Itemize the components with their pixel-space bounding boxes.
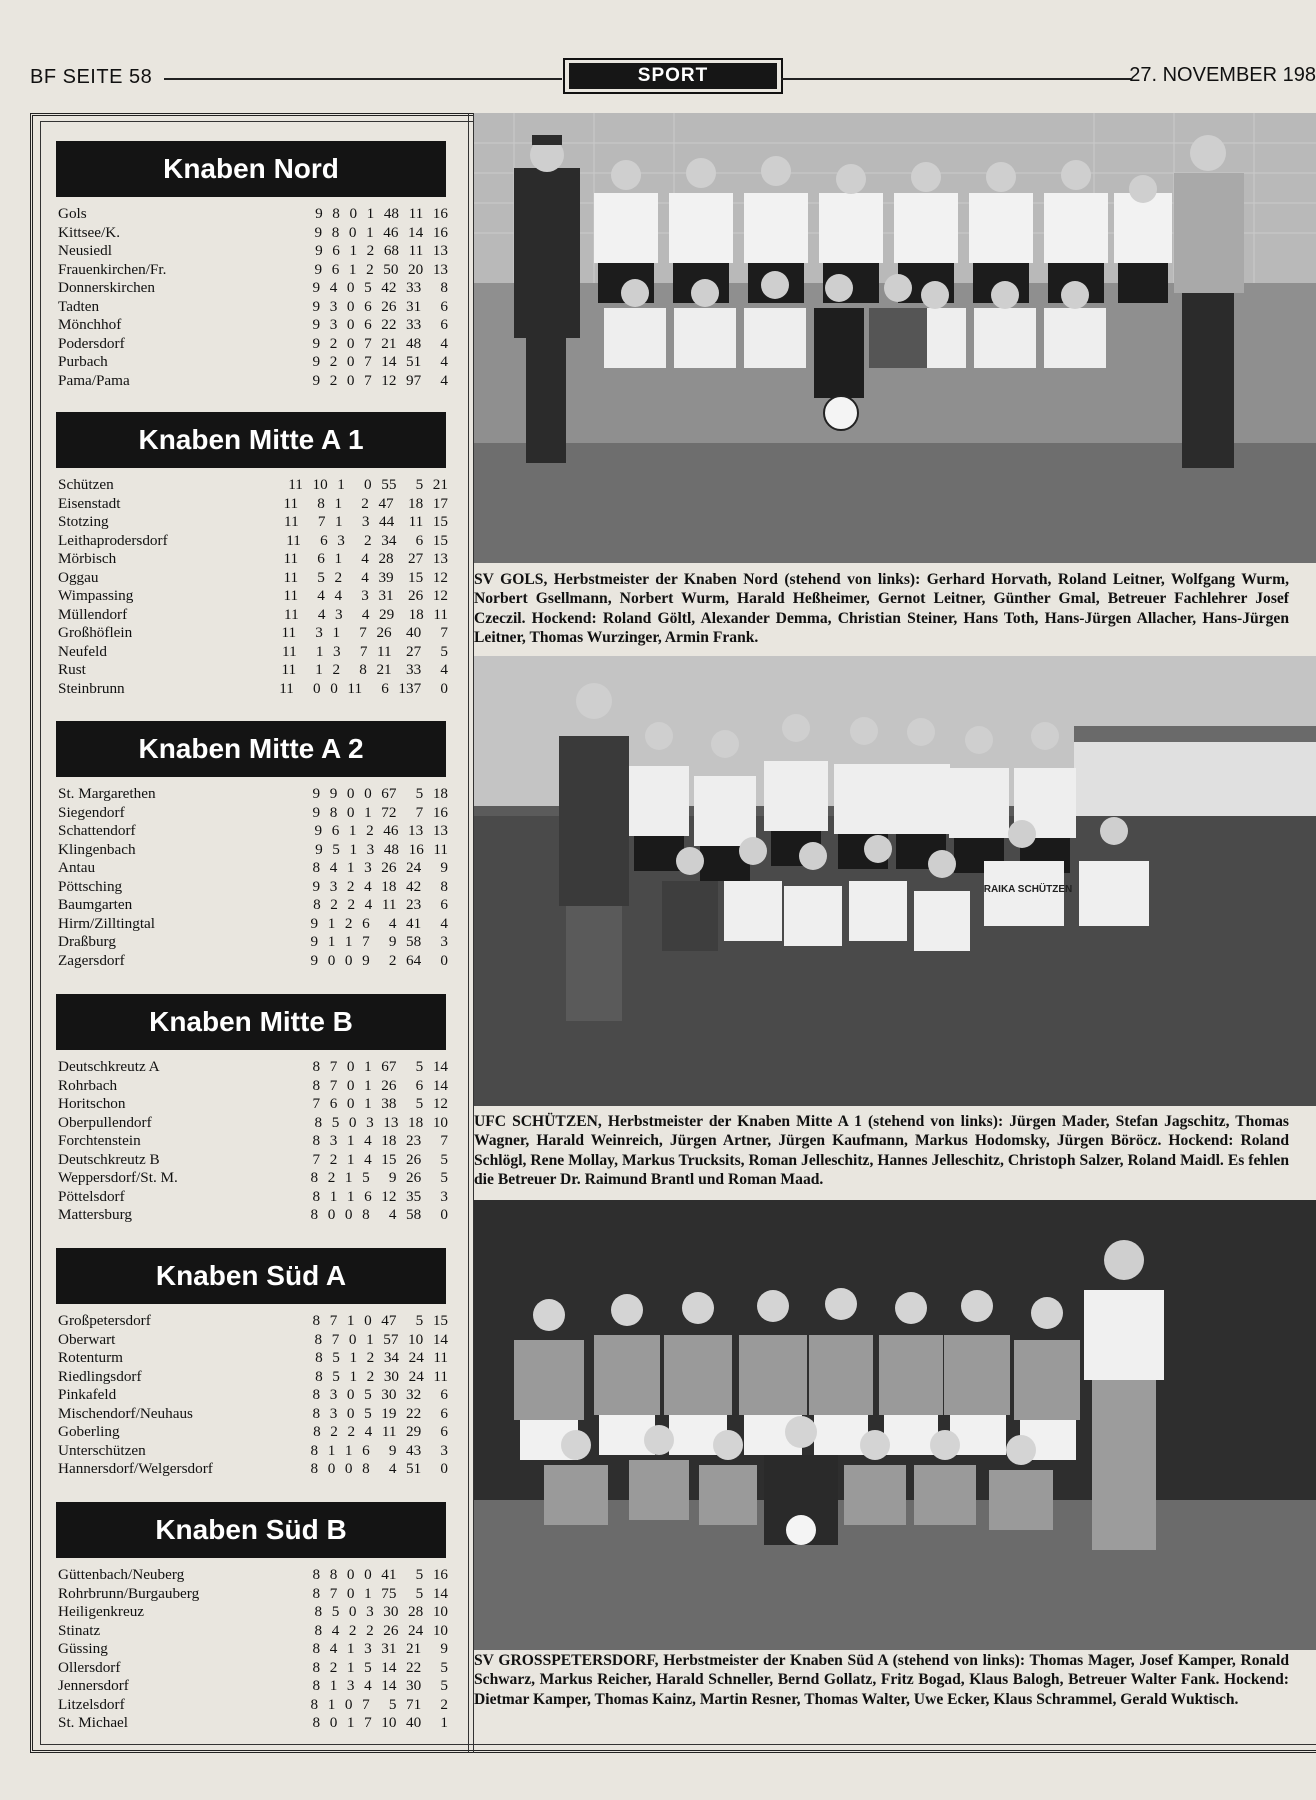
team-stats: 9 8 0 1 48 11 16 — [315, 205, 448, 222]
photo-caption-sv-grosspetersdorf: SV GROSSPETERSDORF, Herbstmeister der Knaben Süd A (stehend von links): Thomas Mager, Josef Kamper, Ronald Schwarz, Markus Reicher, Harald Schneller, Bernd Gollatz, Fritz Bogad, Klaus Balogh, Betreuer Walter Fank. Hockend: Dietmar Kamper, Thomas Kainz, Martin Resner, Thomas Walter, Uwe Ecker, Klaus Schrammel, Gerald Wuktisch. — [474, 1652, 1289, 1708]
table-row — [56, 532, 452, 551]
team-stats: 8 1 1 6 12 35 3 — [312, 1187, 448, 1205]
team-stats: 8 5 1 2 34 24 11 — [315, 1349, 448, 1366]
table-row — [56, 316, 452, 335]
table-row — [56, 1114, 452, 1133]
team-name: Antau — [58, 859, 96, 876]
team-photo-sv-grosspetersdorf — [474, 1200, 1316, 1650]
table-row — [56, 372, 452, 391]
team-stats: 8 0 1 7 10 40 1 — [312, 1714, 448, 1731]
team-name: Müllendorf — [58, 605, 128, 623]
team-photo-sv-gols — [474, 113, 1316, 563]
table-row — [56, 1206, 452, 1225]
team-name: Eisenstadt — [58, 494, 121, 512]
table-row — [56, 550, 452, 569]
table-row — [56, 298, 452, 317]
team-stats: 11 0 0 11 6 137 0 — [279, 679, 448, 697]
table-row — [56, 915, 452, 934]
team-photo-ufc-schuetzen — [474, 656, 1316, 1106]
team-name: Schattendorf — [58, 822, 136, 839]
team-name: Pöttelsdorf — [58, 1187, 125, 1205]
team-stats: 11 10 1 0 55 5 21 — [288, 476, 448, 493]
team-stats: 9 6 1 2 68 11 13 — [315, 242, 448, 259]
team-stats: 9 1 1 7 9 58 3 — [310, 933, 448, 950]
team-name: Goberling — [58, 1423, 120, 1440]
team-name: St. Michael — [58, 1714, 129, 1731]
team-name: Deutschkreutz A — [58, 1058, 160, 1075]
team-stats: 8 0 0 8 4 51 0 — [310, 1460, 448, 1477]
team-stats: 9 4 0 5 42 33 8 — [312, 279, 448, 296]
table-row — [56, 878, 452, 897]
table-row — [56, 569, 452, 588]
standings-table — [56, 476, 452, 698]
team-name: Litzelsdorf — [58, 1695, 125, 1713]
team-name: Horitschon — [58, 1095, 126, 1112]
team-name: Leithaprodersdorf — [58, 531, 168, 549]
table-row — [56, 1077, 452, 1096]
table-row — [56, 1603, 452, 1622]
standings-knaben-mitte-a2 — [56, 721, 452, 970]
team-name: Mattersburg — [58, 1206, 132, 1223]
team-stats: 8 7 1 0 47 5 15 — [312, 1312, 448, 1329]
table-row — [56, 680, 452, 699]
team-name: Stotzing — [58, 513, 109, 530]
team-name: Donnerskirchen — [58, 279, 155, 296]
team-name: Jennersdorf — [58, 1677, 129, 1694]
section-title: Knaben Süd B — [56, 1502, 446, 1558]
table-row — [56, 804, 452, 823]
team-name: Oggau — [58, 568, 99, 586]
table-row — [56, 859, 452, 878]
section-title: Knaben Nord — [56, 141, 446, 197]
team-name: Unterschützen — [58, 1441, 146, 1459]
table-row — [56, 1386, 452, 1405]
team-stats: 8 3 0 5 19 22 6 — [312, 1404, 448, 1422]
page-number: BF SEITE 58 — [30, 66, 153, 88]
table-row — [56, 1058, 452, 1077]
header-rule-left — [164, 78, 562, 80]
team-stats: 8 5 0 3 30 28 10 — [314, 1603, 448, 1620]
section-title: Knaben Mitte A 2 — [56, 721, 446, 777]
team-stats: 9 2 0 7 14 51 4 — [312, 353, 448, 370]
table-row — [56, 335, 452, 354]
team-name: Frauenkirchen/Fr. — [58, 260, 167, 278]
section-title: Knaben Mitte B — [56, 994, 446, 1050]
table-row — [56, 933, 452, 952]
team-name: Podersdorf — [58, 334, 125, 352]
table-row — [56, 1460, 452, 1479]
standings-knaben-nord — [56, 141, 452, 390]
standings-table — [56, 1566, 452, 1733]
team-name: Schützen — [58, 476, 114, 493]
table-row — [56, 661, 452, 680]
team-stats: 8 4 1 3 31 21 9 — [312, 1640, 448, 1657]
team-name: Heiligenkreuz — [58, 1603, 145, 1620]
section-title: Knaben Mitte A 1 — [56, 412, 446, 468]
team-name: St. Margarethen — [58, 785, 156, 802]
team-name: Stinatz — [58, 1621, 101, 1639]
section-label: SPORT — [569, 63, 777, 89]
table-row — [56, 353, 452, 372]
table-row — [56, 952, 452, 971]
team-stats: 9 3 0 6 26 31 6 — [312, 297, 448, 315]
team-stats: 11 4 3 4 29 18 11 — [284, 605, 448, 623]
table-row — [56, 785, 452, 804]
table-row — [56, 242, 452, 261]
team-stats: 8 7 0 1 75 5 14 — [312, 1584, 448, 1602]
standings-table — [56, 1312, 452, 1479]
team-stats: 9 3 0 6 22 33 6 — [312, 316, 448, 333]
team-stats: 11 7 1 3 44 11 15 — [284, 513, 448, 530]
team-name: Ollersdorf — [58, 1658, 121, 1676]
table-row — [56, 205, 452, 224]
team-stats: 11 4 4 3 31 26 12 — [283, 587, 448, 604]
team-stats: 7 6 0 1 38 5 12 — [312, 1095, 448, 1112]
team-stats: 8 2 1 5 9 26 5 — [310, 1169, 448, 1186]
table-row — [56, 841, 452, 860]
team-stats: 11 1 2 8 21 33 4 — [281, 661, 448, 678]
table-row — [56, 822, 452, 841]
team-stats: 9 0 0 9 2 64 0 — [310, 951, 448, 969]
table-row — [56, 1585, 452, 1604]
table-row — [56, 1349, 452, 1368]
team-stats: 11 1 3 7 11 27 5 — [282, 642, 448, 660]
team-stats: 8 2 2 4 11 29 6 — [313, 1423, 448, 1440]
header-rule-right — [781, 78, 1131, 80]
table-row — [56, 1368, 452, 1387]
team-name: Großpetersdorf — [58, 1312, 151, 1329]
team-stats: 8 5 1 2 30 24 11 — [315, 1367, 448, 1385]
team-name: Güssing — [58, 1640, 108, 1657]
table-row — [56, 1566, 452, 1585]
table-row — [56, 643, 452, 662]
team-name: Draßburg — [58, 933, 116, 950]
photo-caption-sv-gols: SV GOLS, Herbstmeister der Knaben Nord (stehend von links): Gerhard Horvath, Roland Leitner, Wolfgang Wurm, Norbert Gsellmann, Norbert Wurm, Harald Heßheimer, Gernot Leitner, Günther Gmal, Betreuer Fachlehrer Josef Czeczil. Hockend: Roland Göltl, Alexander Demma, Christian Steiner, Hans Toth, Hans-Jürgen Allacher, Hans-Jürgen Leitner, Thomas Wurzinger, Armin Frank. — [474, 571, 1289, 646]
team-name: Großhöflein — [58, 624, 133, 641]
team-name: Mörbisch — [58, 550, 117, 567]
team-stats: 8 8 0 0 41 5 16 — [312, 1566, 448, 1583]
team-stats: 11 5 2 4 39 15 12 — [283, 568, 448, 586]
table-row — [56, 587, 452, 606]
photo-caption-ufc-schuetzen: UFC SCHÜTZEN, Herbstmeister der Knaben Mitte A 1 (stehend von links): Jürgen Mader, Stefan Jagschitz, Thomas Wagner, Harald Weinreich, Jürgen Artner, Jürgen Kaufmann, Markus Hodomsky, Jürgen Böröcz. Hockend: Roland Schlögl, Rene Mollay, Markus Trucksits, Roman Jelleschitz, Hannes Jelleschitz, Christoph Salzer, Roland Maidl. Es fehlen die Betreuer Dr. Raimund Brantl und Roman Maad. — [474, 1113, 1289, 1188]
table-row — [56, 606, 452, 625]
team-stats: 9 2 0 7 21 48 4 — [312, 334, 448, 352]
standings-knaben-sued-b — [56, 1502, 452, 1733]
team-name: Gols — [58, 205, 87, 222]
team-stats: 8 3 0 5 30 32 6 — [312, 1386, 448, 1403]
team-name: Mönchhof — [58, 316, 122, 333]
team-stats: 8 4 1 3 26 24 9 — [312, 859, 448, 876]
team-stats: 9 2 0 7 12 97 4 — [312, 371, 448, 389]
team-stats: 9 9 0 0 67 5 18 — [312, 785, 448, 802]
team-name: Pöttsching — [58, 877, 123, 895]
team-name: Zagersdorf — [58, 951, 125, 969]
table-row — [56, 224, 452, 243]
team-name: Deutschkreutz B — [58, 1150, 160, 1168]
table-row — [56, 1696, 452, 1715]
team-stats: 8 5 0 3 13 18 10 — [314, 1113, 448, 1131]
table-row — [56, 1095, 452, 1114]
team-stats: 8 0 0 8 4 58 0 — [310, 1206, 448, 1223]
team-name: Baumgarten — [58, 896, 133, 913]
team-stats: 8 1 1 6 9 43 3 — [310, 1441, 448, 1459]
team-name: Pama/Pama — [58, 371, 130, 389]
table-row — [56, 1169, 452, 1188]
team-stats: 11 3 1 7 26 40 7 — [281, 624, 448, 641]
table-row — [56, 1132, 452, 1151]
table-row — [56, 1331, 452, 1350]
section-label-box — [563, 58, 783, 94]
standings-table — [56, 205, 452, 390]
table-row — [56, 1622, 452, 1641]
table-row — [56, 279, 452, 298]
team-name: Oberpullendorf — [58, 1113, 152, 1131]
team-name: Oberwart — [58, 1330, 116, 1348]
team-stats: 9 5 1 3 48 16 11 — [315, 840, 448, 858]
table-row — [56, 1188, 452, 1207]
team-name: Klingenbach — [58, 840, 136, 858]
team-name: Pinkafeld — [58, 1386, 117, 1403]
team-name: Riedlingsdorf — [58, 1367, 142, 1385]
table-row — [56, 1442, 452, 1461]
team-name: Kittsee/K. — [58, 223, 121, 241]
issue-date: 27. NOVEMBER 198 — [1129, 64, 1316, 86]
team-stats: 8 3 1 4 18 23 7 — [312, 1132, 448, 1149]
team-stats: 11 6 1 4 28 27 13 — [283, 550, 448, 567]
standings-table — [56, 785, 452, 970]
team-stats: 9 3 2 4 18 42 8 — [312, 877, 448, 895]
team-name: Weppersdorf/St. M. — [58, 1169, 178, 1186]
team-name: Siegendorf — [58, 803, 125, 821]
team-name: Rotenturm — [58, 1349, 123, 1366]
team-name: Wimpassing — [58, 587, 134, 604]
table-row — [56, 513, 452, 532]
team-name: Tadten — [58, 297, 100, 315]
team-name: Mischendorf/Neuhaus — [58, 1404, 193, 1422]
team-stats: 8 7 0 1 57 10 14 — [314, 1330, 448, 1348]
team-stats: 11 8 1 2 47 18 17 — [283, 494, 448, 512]
team-stats: 8 2 2 4 11 23 6 — [313, 896, 448, 913]
standings-knaben-mitte-b — [56, 994, 452, 1225]
team-stats: 8 7 0 1 67 5 14 — [312, 1058, 448, 1075]
team-stats: 9 6 1 2 50 20 13 — [314, 260, 448, 278]
table-row — [56, 476, 452, 495]
standings-knaben-mitte-a1 — [56, 412, 452, 698]
table-row — [56, 896, 452, 915]
team-name: Hirm/Zilltingtal — [58, 914, 156, 932]
team-stats: 9 8 0 1 46 14 16 — [314, 223, 448, 241]
standings-table — [56, 1058, 452, 1225]
jersey-print: RAIKA SCHÜTZEN — [983, 884, 1073, 895]
table-row — [56, 1423, 452, 1442]
table-row — [56, 261, 452, 280]
team-name: Neusiedl — [58, 242, 112, 259]
table-row — [56, 624, 452, 643]
table-row — [56, 1312, 452, 1331]
team-stats: 9 6 1 2 46 13 13 — [314, 822, 448, 839]
table-row — [56, 1151, 452, 1170]
team-name: Steinbrunn — [58, 679, 125, 697]
team-stats: 11 6 3 2 34 6 15 — [286, 531, 448, 549]
team-name: Hannersdorf/Welgersdorf — [58, 1460, 213, 1477]
table-row — [56, 1640, 452, 1659]
standings-knaben-sued-a — [56, 1248, 452, 1479]
team-name: Rust — [58, 661, 86, 678]
team-stats: 8 1 0 7 5 71 2 — [310, 1695, 448, 1713]
table-row — [56, 1677, 452, 1696]
team-name: Rohrbach — [58, 1076, 118, 1094]
table-row — [56, 1714, 452, 1733]
team-stats: 8 2 1 5 14 22 5 — [312, 1658, 448, 1676]
team-name: Forchtenstein — [58, 1132, 141, 1149]
team-stats: 8 4 2 2 26 24 10 — [314, 1621, 448, 1639]
team-name: Güttenbach/Neuberg — [58, 1566, 185, 1583]
team-name: Neufeld — [58, 642, 107, 660]
team-stats: 7 2 1 4 15 26 5 — [312, 1150, 448, 1168]
team-name: Purbach — [58, 353, 108, 370]
team-stats: 8 1 3 4 14 30 5 — [312, 1677, 448, 1694]
table-row — [56, 1405, 452, 1424]
team-stats: 9 8 0 1 72 7 16 — [312, 803, 448, 821]
page-header — [30, 58, 1316, 94]
table-row — [56, 495, 452, 514]
table-row — [56, 1659, 452, 1678]
section-title: Knaben Süd A — [56, 1248, 446, 1304]
team-stats: 8 7 0 1 26 6 14 — [312, 1076, 448, 1094]
team-name: Rohrbrunn/Burgauberg — [58, 1584, 200, 1602]
team-stats: 9 1 2 6 4 41 4 — [310, 914, 448, 932]
